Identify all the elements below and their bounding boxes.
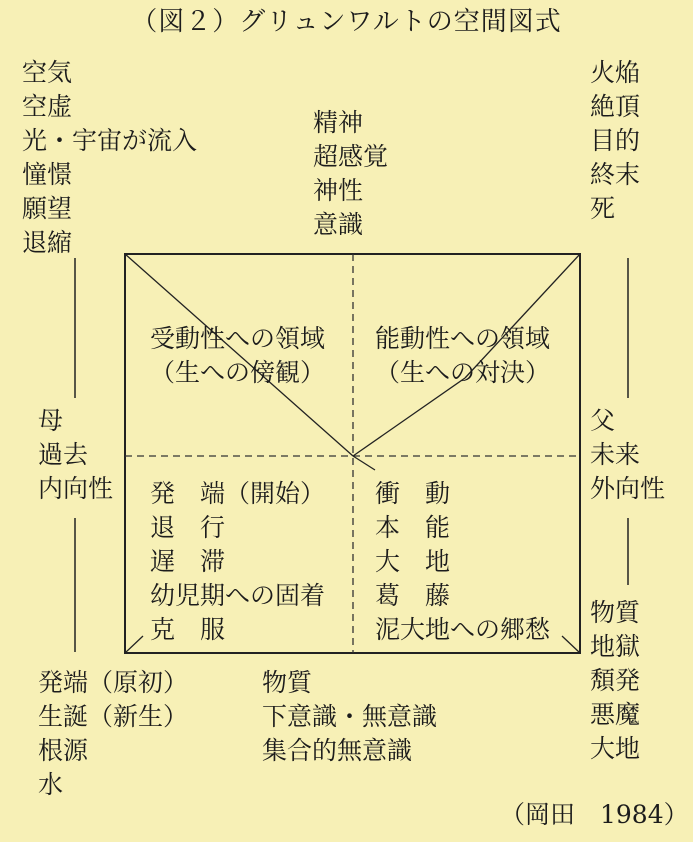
term: 受動性への領域 (150, 324, 326, 353)
term: 集合的無意識 (262, 736, 413, 765)
term: 過去 (38, 440, 89, 469)
lower-right-quadrant-terms (375, 477, 550, 647)
term: 葛 藤 (375, 581, 451, 610)
term: 絶頂 (590, 92, 641, 121)
term: 頽発 (590, 666, 641, 695)
term: 生誕（新生） (38, 702, 189, 731)
diagonal-lower-stub (353, 456, 375, 470)
term: 根源 (38, 736, 89, 765)
term: 母 (38, 406, 64, 435)
term: 泥大地への郷愁 (375, 615, 551, 644)
term: 空気 (22, 58, 73, 87)
top-left-terms (22, 56, 197, 260)
term: 地獄 (590, 632, 641, 661)
term: 死 (590, 194, 616, 223)
term: 大地 (590, 734, 641, 763)
term: 父 (590, 406, 616, 435)
lower-left-quadrant-terms (150, 477, 325, 647)
bottom-left-terms (38, 666, 188, 802)
term: 能動性への領域 (375, 324, 551, 353)
top-center-terms (313, 106, 388, 242)
term: 悪魔 (590, 700, 641, 729)
term: 退縮 (22, 228, 73, 257)
term: 神性 (313, 176, 364, 205)
term: 超感覚 (313, 142, 389, 171)
citation: （岡田 1984） (500, 800, 689, 829)
term: 下意識・無意識 (262, 702, 438, 731)
term: 終末 (590, 160, 641, 189)
term: 物質 (590, 598, 641, 627)
term: （生への対決） (375, 358, 551, 387)
term: 退 行 (150, 513, 226, 542)
term: 幼児期への固着 (150, 581, 326, 610)
term: 目的 (590, 126, 641, 155)
diagonal-lower-left-corner (125, 636, 143, 653)
term: 物質 (262, 668, 313, 697)
term: 発端（原初） (38, 668, 189, 697)
upper-right-quadrant-label (375, 322, 550, 390)
figure-title: （図２）グリュンワルトの空間図式 (131, 7, 562, 37)
right-middle-terms (590, 404, 665, 506)
term: （生への傍観） (150, 358, 326, 387)
term: 憧憬 (22, 160, 73, 189)
term: 衝 動 (375, 479, 451, 508)
diagonal-lower-right-corner (562, 636, 580, 653)
term: 空虚 (22, 92, 73, 121)
term: 水 (38, 770, 64, 799)
upper-left-quadrant-label (150, 322, 325, 390)
term: 未来 (590, 440, 641, 469)
term: 火焔 (590, 58, 641, 87)
bottom-center-terms (262, 666, 437, 768)
term: 本 能 (375, 513, 451, 542)
term: 克 服 (150, 615, 226, 644)
term: 意識 (313, 210, 364, 239)
term: 外向性 (590, 474, 666, 503)
term: 発 端（開始） (150, 479, 326, 508)
term: 精神 (313, 108, 364, 137)
term: 願望 (22, 194, 73, 223)
left-middle-terms (38, 404, 113, 506)
term: 内向性 (38, 474, 114, 503)
term: 大 地 (375, 547, 451, 576)
top-right-terms (590, 56, 640, 226)
term: 光・宇宙が流入 (22, 126, 198, 155)
term: 遅 滞 (150, 547, 226, 576)
bottom-right-terms (590, 596, 640, 766)
